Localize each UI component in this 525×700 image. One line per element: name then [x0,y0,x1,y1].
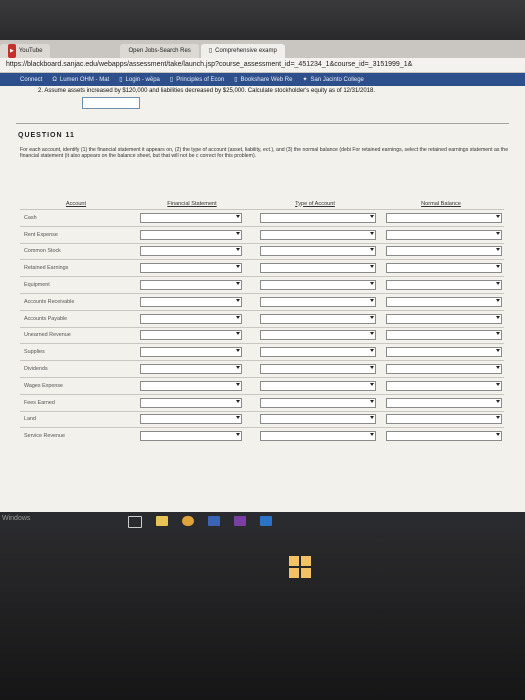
table-row [20,310,504,327]
table-row [20,428,504,444]
chevron-down-icon [236,265,240,268]
question-2-answer-input[interactable] [82,97,140,109]
lumen-icon: Ω [52,77,57,83]
type-of-account-select-cell [252,394,378,411]
col-normal-balance: Normal Balance [421,200,461,207]
financial-statement-select-cell [132,327,252,344]
chevron-down-icon [496,433,500,436]
onenote-icon[interactable] [234,516,246,526]
account-name: Equipment [20,277,132,294]
financial-statement-select[interactable] [140,314,242,324]
assessment-page [0,86,525,512]
type-of-account-select-cell [252,277,378,294]
device-bezel-top [0,0,525,40]
chevron-down-icon [370,265,374,268]
chevron-down-icon [370,248,374,251]
chevron-down-icon [370,416,374,419]
tab-open-jobs[interactable]: Open Jobs-Search Res [120,44,198,58]
chevron-down-icon [370,299,374,302]
type-of-account-select-cell [252,411,378,428]
normal-balance-select[interactable] [386,330,502,340]
table-row [20,394,504,411]
account-name: Wages Expense [20,377,132,394]
youtube-icon: ▶ [8,44,16,58]
bookmarks-bar [0,73,525,87]
taskbar-icons [128,516,272,528]
chevron-down-icon [236,299,240,302]
normal-balance-select-cell [378,344,504,361]
table-row [20,260,504,277]
normal-balance-select[interactable] [386,431,502,441]
account-name: Fees Earned [20,394,132,411]
normal-balance-select[interactable] [386,213,502,223]
financial-statement-select[interactable] [140,330,242,340]
chevron-down-icon [236,282,240,285]
account-name: Accounts Receivable [20,293,132,310]
financial-statement-select-cell [132,210,252,227]
type-of-account-select-cell [252,226,378,243]
chevron-down-icon [496,282,500,285]
bookmark-san-jacinto[interactable]: ✦ San Jacinto College [302,73,363,87]
financial-statement-select[interactable] [140,297,242,307]
type-of-account-select[interactable] [260,280,376,290]
type-of-account-select-cell [252,210,378,227]
normal-balance-select-cell [378,394,504,411]
type-of-account-select-cell [252,377,378,394]
type-of-account-select-cell [252,243,378,260]
col-account: Account [65,200,87,207]
col-financial-statement: Financial Statement [167,200,217,207]
account-name: Rent Expense [20,226,132,243]
normal-balance-select[interactable] [386,414,502,424]
star-icon: ✦ [302,77,308,83]
bookmark-principles-econ[interactable]: ▯ Principles of Econ [170,73,224,87]
tab-comprehensive-exam[interactable]: ▯ Comprehensive examp [201,44,285,58]
financial-statement-select[interactable] [140,280,242,290]
chevron-down-icon [370,366,374,369]
type-of-account-select-cell [252,293,378,310]
normal-balance-select-cell [378,377,504,394]
chevron-down-icon [236,332,240,335]
page-icon: ▯ [169,77,174,83]
account-classification-table [20,198,504,444]
chevron-down-icon [236,416,240,419]
table-row [20,226,504,243]
financial-statement-select-cell [132,411,252,428]
chevron-down-icon [496,416,500,419]
chevron-down-icon [496,332,500,335]
type-of-account-select-cell [252,260,378,277]
outlook-icon[interactable] [260,516,272,526]
normal-balance-select[interactable] [386,263,502,273]
normal-balance-select-cell [378,226,504,243]
normal-balance-select[interactable] [386,381,502,391]
question-2-text: 2. Assume assets increased by $120,000 and liabilities decreased by $25,000. Calculate stockholder's equity as of 12/31/2018. [38,88,376,94]
bookmark-lumen-ohm[interactable]: Ω Lumen OHM - Mat [52,73,109,87]
type-of-account-select[interactable] [260,381,376,391]
file-explorer-icon[interactable] [156,516,168,526]
normal-balance-select-cell [378,243,504,260]
chevron-down-icon [236,232,240,235]
chevron-down-icon [236,383,240,386]
type-of-account-select[interactable] [260,263,376,273]
chevron-down-icon [370,232,374,235]
account-name: Cash [20,210,132,227]
chevron-down-icon [370,316,374,319]
question-11-title: QUESTION 11 [18,132,75,139]
type-of-account-select[interactable] [260,213,376,223]
normal-balance-select[interactable] [386,246,502,256]
normal-balance-select-cell [378,293,504,310]
type-of-account-select-cell [252,361,378,378]
address-bar[interactable]: https://blackboard.sanjac.edu/webapps/assessment/take/launch.jsp?course_assessment_id=_451234_1&course_id=_3151999_1& [0,58,525,73]
financial-statement-select[interactable] [140,347,242,357]
account-name: Service Revenue [20,428,132,444]
table-row [20,243,504,260]
financial-statement-select-cell [132,293,252,310]
financial-statement-select-cell [132,260,252,277]
word-icon[interactable] [208,516,220,526]
bookmark-login-wepa[interactable]: ▯ Login - wēpa [119,73,160,87]
normal-balance-select[interactable] [386,364,502,374]
type-of-account-select[interactable] [260,347,376,357]
tab-youtube[interactable]: ▶ YouTube [0,44,50,58]
table-row [20,210,504,227]
chevron-down-icon [236,215,240,218]
type-of-account-select[interactable] [260,364,376,374]
chevron-down-icon [370,383,374,386]
chevron-down-icon [496,248,500,251]
account-name: Land [20,411,132,428]
financial-statement-select[interactable] [140,414,242,424]
col-type-of-account: Type of Account [295,200,335,207]
chevron-down-icon [496,383,500,386]
table-row [20,327,504,344]
type-of-account-select[interactable] [260,230,376,240]
chevron-down-icon [370,433,374,436]
bookmark-connect[interactable]: Connect [20,77,43,83]
page-icon: ▯ [234,77,238,83]
chevron-down-icon [370,400,374,403]
table-row [20,293,504,310]
table-row [20,377,504,394]
type-of-account-select[interactable] [260,246,376,256]
windows-logo-icon [289,556,311,578]
tab-strip [0,40,525,58]
table-row [20,411,504,428]
type-of-account-select[interactable] [260,330,376,340]
chevron-down-icon [370,349,374,352]
financial-statement-select-cell [132,310,252,327]
financial-statement-select[interactable] [140,246,242,256]
type-of-account-select-cell [252,428,378,444]
chevron-down-icon [496,299,500,302]
type-of-account-select-cell [252,310,378,327]
financial-statement-select-cell [132,226,252,243]
account-name: Common Stock [20,243,132,260]
normal-balance-select[interactable] [386,347,502,357]
doc-icon: ▯ [208,48,213,54]
chevron-down-icon [370,215,374,218]
normal-balance-select[interactable] [386,314,502,324]
financial-statement-select[interactable] [140,398,242,408]
account-name: Accounts Payable [20,310,132,327]
chevron-down-icon [496,400,500,403]
chevron-down-icon [236,400,240,403]
normal-balance-select-cell [378,310,504,327]
chevron-down-icon [236,366,240,369]
type-of-account-select-cell [252,327,378,344]
device-bezel-bottom [0,530,525,700]
financial-statement-select[interactable] [140,381,242,391]
bookmark-bookshare[interactable]: ▯ Bookshare Web Re [234,73,292,87]
chevron-down-icon [236,349,240,352]
table-row [20,277,504,294]
type-of-account-select[interactable] [260,414,376,424]
table-row [20,344,504,361]
chevron-down-icon [496,349,500,352]
normal-balance-select-cell [378,327,504,344]
financial-statement-select[interactable] [140,431,242,441]
normal-balance-select[interactable] [386,398,502,408]
chevron-down-icon [370,282,374,285]
chrome-icon[interactable] [182,516,194,526]
table-row [20,361,504,378]
chevron-down-icon [236,248,240,251]
chevron-down-icon [496,215,500,218]
financial-statement-select-cell [132,377,252,394]
windows-taskbar [0,512,525,530]
financial-statement-select-cell [132,428,252,444]
type-of-account-select[interactable] [260,314,376,324]
task-view-icon[interactable] [128,516,142,528]
chevron-down-icon [496,265,500,268]
account-name: Dividends [20,361,132,378]
taskbar-label: Windows [2,515,31,522]
account-name: Supplies [20,344,132,361]
financial-statement-select-cell [132,394,252,411]
financial-statement-select-cell [132,243,252,260]
financial-statement-select-cell [132,277,252,294]
normal-balance-select-cell [378,411,504,428]
financial-statement-select[interactable] [140,263,242,273]
type-of-account-select[interactable] [260,398,376,408]
type-of-account-select[interactable] [260,431,376,441]
account-name: Retained Earnings [20,260,132,277]
financial-statement-select-cell [132,344,252,361]
normal-balance-select[interactable] [386,280,502,290]
financial-statement-select[interactable] [140,230,242,240]
question-divider [16,123,509,124]
chevron-down-icon [370,332,374,335]
normal-balance-select[interactable] [386,230,502,240]
normal-balance-select-cell [378,428,504,444]
chevron-down-icon [496,366,500,369]
page-icon: ▯ [119,77,123,83]
normal-balance-select-cell [378,361,504,378]
financial-statement-select[interactable] [140,364,242,374]
financial-statement-select[interactable] [140,213,242,223]
normal-balance-select-cell [378,260,504,277]
normal-balance-select-cell [378,210,504,227]
normal-balance-select[interactable] [386,297,502,307]
type-of-account-select[interactable] [260,297,376,307]
question-11-instructions: For each account, identify (1) the financial statement it appears on, (2) the type of account (asset, liability, ect.), and (3) the normal balance (debi For retained earnings, select the retained earnings statement as the financial statement (it also appears on the balance sheet, but that will not be c correct for this problem). [20,147,509,160]
financial-statement-select-cell [132,361,252,378]
chevron-down-icon [236,316,240,319]
normal-balance-select-cell [378,277,504,294]
browser-screen [0,40,525,512]
chevron-down-icon [496,232,500,235]
type-of-account-select-cell [252,344,378,361]
chevron-down-icon [496,316,500,319]
account-name: Unearned Revenue [20,327,132,344]
chevron-down-icon [236,433,240,436]
